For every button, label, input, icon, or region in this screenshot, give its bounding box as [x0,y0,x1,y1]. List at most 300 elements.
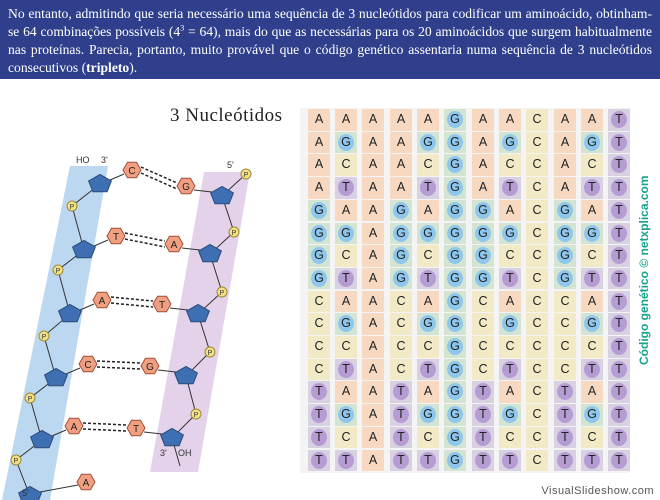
nucleotide-letter: A [587,384,597,399]
nucleotide-letter: G [475,202,491,219]
codon-row [300,109,630,132]
codon-cell [390,291,412,313]
codon-cell [308,336,330,358]
codon-cell [581,200,603,222]
nucleotide-letter: T [611,111,627,128]
hydrogen-bond [97,361,141,363]
nucleotide-letter: A [368,384,378,399]
glycosidic-bond [94,240,108,246]
codon-cell [335,381,357,403]
nucleotide-letter: A [368,361,378,376]
base-letter: T [158,300,166,311]
nucleotide-letter: A [368,339,378,353]
codon-cell [499,404,521,426]
nucleotide-letter: T [338,361,354,378]
nucleotide-letter: C [396,361,406,376]
codon-cell [417,291,439,313]
phosphate-label: P [55,268,61,275]
codon-cell [608,291,630,313]
nucleotide-letter: G [338,315,354,332]
nucleotide-letter: A [587,112,597,126]
codon-cell [417,154,439,176]
nucleotide-letter: G [447,247,463,264]
codon-cell [444,313,466,335]
nucleotide-letter: A [423,202,433,217]
codon-cell [417,268,439,290]
nucleotide-letter: C [505,248,515,263]
codon-cell [499,132,521,154]
codon-cell [526,359,548,381]
codon-cell [608,359,630,381]
nucleotide-letter: G [447,315,463,332]
nucleotide-letter: G [393,202,409,219]
codon-cell [526,177,548,199]
codon-cell [526,313,548,335]
nucleotide-letter: T [557,406,573,423]
nucleotide-letter: G [311,270,327,287]
nucleotide-letter: A [396,157,406,172]
nucleotide-letter: T [420,452,436,469]
codon-cell [390,450,412,472]
nucleotide-letter: T [611,429,627,446]
codon-cell [417,359,439,381]
label-3prime-bottom: 3' [160,448,167,458]
codon-cell [444,223,466,245]
codon-cell [499,450,521,472]
header-bold-term: tripleto [86,60,130,75]
nucleotide-letter: A [478,157,488,172]
codon-cell [308,427,330,449]
nucleotide-letter: G [584,225,600,242]
nucleotide-letter: A [368,157,378,172]
codon-cell [390,427,412,449]
nucleotide-letter: A [368,293,378,308]
hydrogen-bond [125,239,165,247]
codon-cell [390,268,412,290]
nucleotide-letter: C [532,316,542,331]
codon-cell [472,427,494,449]
nucleotide-letter: C [532,407,542,422]
label-oh: OH [178,448,192,458]
nucleotide-letter: G [475,225,491,242]
codon-cell [554,359,576,381]
figure-title: 3 Nucleótidos [170,105,283,126]
base-letter: A [170,240,178,251]
codon-cell [526,268,548,290]
codon-cell [444,450,466,472]
codon-cell [472,132,494,154]
nucleotide-letter: C [532,270,542,285]
nucleotide-letter: T [611,179,627,196]
nucleotide-letter: C [314,361,324,376]
codon-cell [472,154,494,176]
codon-cell [362,291,384,313]
codon-cell [308,359,330,381]
codon-cell [390,132,412,154]
codon-cell [362,268,384,290]
nucleotide-letter: T [584,361,600,378]
header-paragraph [8,5,652,77]
codon-cell [308,268,330,290]
nucleotide-letter: A [368,452,378,467]
codon-row [300,132,630,155]
codon-cell [581,404,603,426]
nucleotide-letter: A [423,112,433,126]
codon-cell [308,223,330,245]
nucleotide-letter: A [341,202,351,217]
codon-cell [417,336,439,358]
codon-cell [608,223,630,245]
codon-cell [472,245,494,267]
nucleotide-letter: T [611,383,627,400]
codon-cell [390,404,412,426]
nucleotide-letter: G [502,225,518,242]
codon-cell [390,154,412,176]
nucleotide-letter: T [611,270,627,287]
nucleotide-letter: A [368,225,378,240]
codon-cell [581,177,603,199]
codon-cell [581,154,603,176]
phosphate-label: P [207,350,213,357]
nucleotide-letter: G [447,452,463,469]
codon-cell [554,404,576,426]
codon-cell [417,177,439,199]
nucleotide-letter: T [557,429,573,446]
codon-cell [554,132,576,154]
nucleotide-letter: T [338,179,354,196]
codon-row [300,177,630,200]
nucleotide-letter: G [338,406,354,423]
codon-row [300,291,630,314]
nucleotide-letter: T [338,270,354,287]
nucleotide-letter: T [611,156,627,173]
codon-cell [417,381,439,403]
nucleotide-letter: A [368,248,378,263]
nucleotide-letter: G [557,202,573,219]
phosphate-label: P [69,204,75,211]
nucleotide-letter: C [532,202,542,217]
nucleotide-letter: A [560,134,570,149]
codon-cell [526,404,548,426]
codon-cell [362,177,384,199]
codon-cell [581,359,603,381]
codon-cell [581,109,603,131]
nucleotide-letter: C [396,316,406,331]
codon-cell [390,200,412,222]
phosphate-label: P [243,172,249,179]
codon-cell [335,245,357,267]
nucleotide-letter: T [502,179,518,196]
nucleotide-letter: C [532,429,542,444]
codon-cell [499,381,521,403]
nucleotide-letter: A [368,407,378,422]
codon-cell [362,132,384,154]
codon-cell [526,132,548,154]
codon-cell [608,154,630,176]
base-letter: A [98,296,106,307]
nucleotide-letter: C [587,429,597,444]
codon-cell [444,359,466,381]
codon-row [300,223,630,246]
codon-cell [554,268,576,290]
nucleotide-letter: C [341,429,351,444]
codon-cell [444,132,466,154]
nucleotide-letter: T [475,429,491,446]
nucleotide-letter: C [314,293,324,308]
codon-cell [581,245,603,267]
nucleotide-letter: G [475,247,491,264]
codon-cell [308,132,330,154]
codon-cell [472,177,494,199]
nucleotide-letter: G [338,134,354,151]
nucleotide-letter: T [611,452,627,469]
codon-cell [417,450,439,472]
nucleotide-letter: G [447,361,463,378]
phosphate-label: P [27,396,33,403]
codon-cell [472,381,494,403]
nucleotide-letter: G [393,225,409,242]
nucleotide-letter: C [341,157,351,172]
codon-cell [472,404,494,426]
nucleotide-letter: A [478,180,488,195]
nucleotide-letter: G [447,225,463,242]
codon-cell [526,291,548,313]
codon-cell [417,245,439,267]
codon-cell [499,268,521,290]
nucleotide-letter: C [532,157,542,172]
nucleotide-letter: C [478,293,488,308]
nucleotide-letter: C [532,339,542,353]
nucleotide-letter: A [314,134,324,149]
nucleotide-letter: G [447,156,463,173]
nucleotide-letter: G [557,270,573,287]
nucleotide-letter: G [447,338,463,355]
hydrogen-bond [111,303,153,307]
codon-cell [444,200,466,222]
codon-cell [499,154,521,176]
codon-cell [308,381,330,403]
nucleotide-letter: C [423,429,433,444]
codon-cell [608,177,630,199]
nucleotide-letter: T [393,452,409,469]
nucleotide-letter: C [560,316,570,331]
hydrogen-bond [141,173,177,189]
nucleotide-letter: A [341,293,351,308]
codon-cell [581,268,603,290]
nucleotide-letter: A [368,316,378,331]
base-letter: A [82,478,90,489]
codon-cell [499,109,521,131]
hydrogen-bond [83,429,127,431]
codon-cell [335,359,357,381]
nucleotide-letter: C [532,112,542,126]
nucleotide-letter: A [505,202,515,217]
codon-cell [554,245,576,267]
nucleotide-letter: G [447,293,463,310]
codon-cell [444,291,466,313]
codon-cell [608,381,630,403]
nucleotide-letter: G [502,406,518,423]
codon-cell [308,245,330,267]
codon-cell [335,313,357,335]
codon-cell [526,381,548,403]
nucleotide-letter: A [560,112,570,126]
nucleotide-letter: T [557,452,573,469]
nucleotide-letter: T [311,383,327,400]
codon-cell [362,245,384,267]
codon-cell [499,223,521,245]
codon-cell [499,291,521,313]
codon-cell [526,427,548,449]
codon-cell [472,450,494,472]
phosphate-label: P [219,290,225,297]
codon-row [300,200,630,223]
nucleotide-letter: G [447,134,463,151]
codon-cell [499,313,521,335]
codon-cell [390,313,412,335]
codon-cell [608,313,630,335]
nucleotide-letter: G [393,247,409,264]
copyright-credit: Código genético © netxplica.com [637,175,651,365]
codon-cell [554,336,576,358]
codon-cell [335,450,357,472]
codon-cell [335,132,357,154]
nucleotide-letter: A [505,112,515,126]
codon-cell [417,200,439,222]
codon-row [300,245,630,268]
codon-cell [472,336,494,358]
nucleotide-letter: G [420,315,436,332]
nucleotide-letter: A [396,112,406,126]
codon-cell [554,427,576,449]
nucleotide-letter: T [393,429,409,446]
nucleotide-letter: C [478,339,488,353]
nucleotide-letter: T [311,452,327,469]
left-strand-band [2,166,108,500]
codon-cell [526,154,548,176]
nucleotide-letter: A [368,202,378,217]
nucleotide-letter: T [393,383,409,400]
codon-cell [554,291,576,313]
codon-cell [472,109,494,131]
codon-cell [444,268,466,290]
codon-cell [581,313,603,335]
codon-cell [526,245,548,267]
nucleotide-letter: C [560,361,570,376]
phosphate-label: P [193,412,199,419]
nucleotide-letter: C [532,361,542,376]
label-ho: HO [76,155,90,165]
nucleotide-letter: C [314,339,324,353]
codon-cell [554,177,576,199]
codon-cell [581,427,603,449]
nucleotide-letter: C [532,180,542,195]
codon-cell [499,336,521,358]
codon-cell [608,132,630,154]
nucleotide-letter: A [341,112,351,126]
nucleotide-letter: A [314,157,324,172]
nucleotide-letter: T [611,315,627,332]
codon-row [300,336,630,359]
codon-row [300,268,630,291]
nucleotide-letter: G [502,134,518,151]
codon-cell [390,109,412,131]
phosphate-label: P [13,458,19,465]
slide-header [0,0,660,79]
codon-cell [417,132,439,154]
nucleotide-letter: G [311,225,327,242]
nucleotide-letter: T [311,406,327,423]
codon-cell [554,109,576,131]
codon-cell [390,177,412,199]
codon-cell [608,268,630,290]
nucleotide-letter: A [368,429,378,444]
nucleotide-letter: T [475,452,491,469]
nucleotide-letter: T [557,383,573,400]
dna-strand-diagram [0,146,300,500]
codon-cell [335,291,357,313]
nucleotide-letter: T [611,225,627,242]
codon-cell [390,245,412,267]
base-letter: T [112,232,120,243]
codon-cell [417,404,439,426]
nucleotide-letter: A [368,112,378,126]
nucleotide-letter: G [584,315,600,332]
codon-cell [554,313,576,335]
codon-cell [308,313,330,335]
codon-cell [526,336,548,358]
nucleotide-letter: C [587,339,597,353]
codon-cell [444,177,466,199]
nucleotide-letter: C [532,293,542,308]
codon-cell [554,381,576,403]
codon-cell [526,200,548,222]
nucleotide-letter: G [502,315,518,332]
nucleotide-letter: A [560,157,570,172]
codon-cell [499,177,521,199]
nucleotide-letter: T [393,406,409,423]
header-text-end: ). [129,60,138,75]
nucleotide-letter: G [557,247,573,264]
nucleotide-letter: T [611,361,627,378]
nucleotide-letter: C [341,339,351,353]
codon-cell [417,427,439,449]
codon-row [300,359,630,382]
nucleotide-letter: A [368,134,378,149]
codon-cell [554,223,576,245]
nucleotide-letter: G [584,406,600,423]
codon-cell [444,381,466,403]
nucleotide-letter: C [478,361,488,376]
phosphate-label: P [231,230,237,237]
hydrogen-bond [111,297,153,301]
codon-cell [362,313,384,335]
codon-cell [335,200,357,222]
nucleotide-letter: A [478,112,488,126]
hydrogen-bond [97,367,141,369]
nucleotide-letter: C [560,293,570,308]
base-letter: C [84,360,92,371]
nucleotide-letter: C [505,157,515,172]
nucleotide-letter: T [611,338,627,355]
nucleotide-letter: C [314,316,324,331]
codon-cell [444,404,466,426]
codon-cell [417,223,439,245]
nucleotide-letter: T [502,452,518,469]
nucleotide-letter: T [475,383,491,400]
codon-cell [444,109,466,131]
codon-cell [390,223,412,245]
